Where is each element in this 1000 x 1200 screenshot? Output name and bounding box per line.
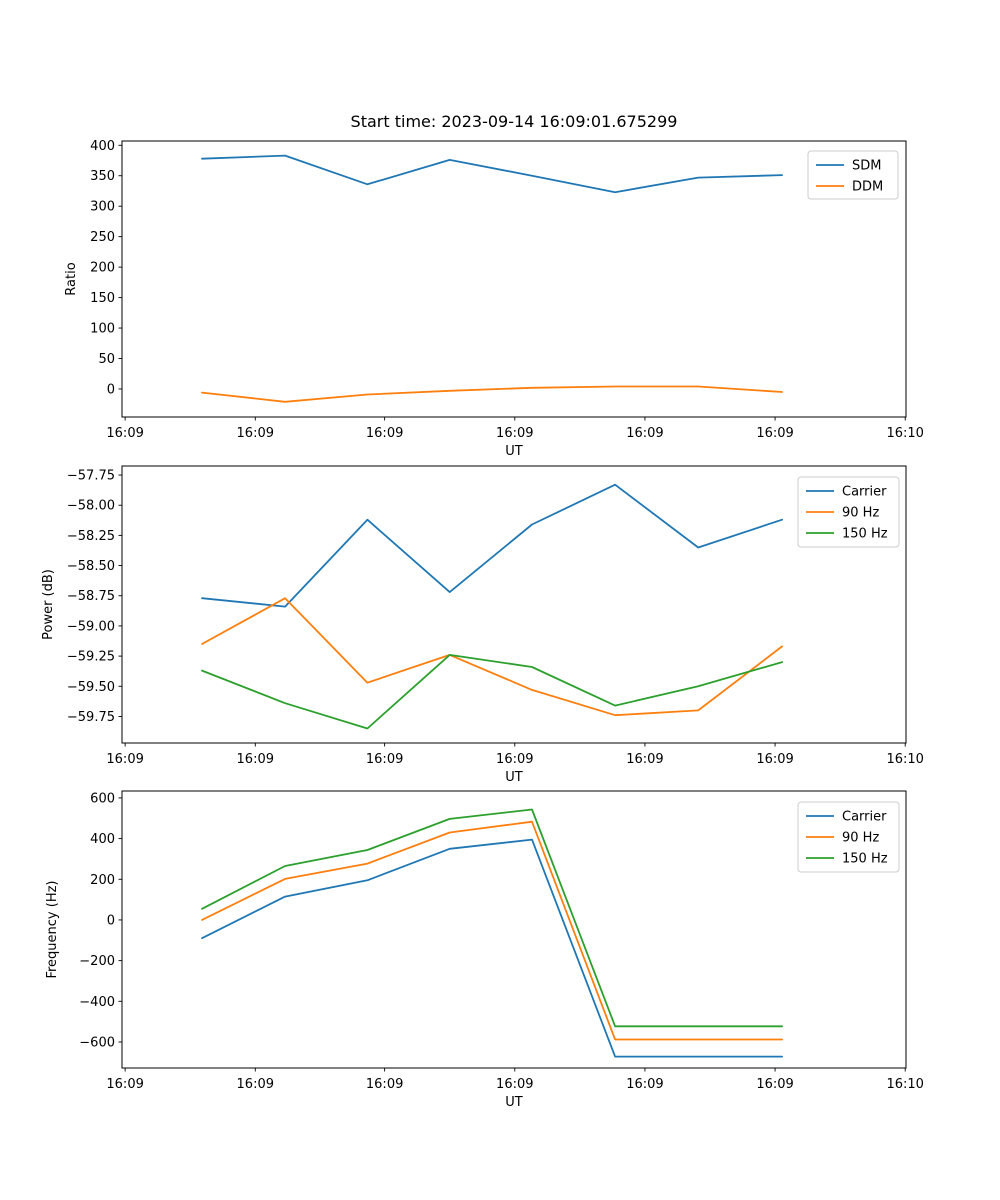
x-tick-label: 16:09	[626, 752, 664, 767]
y-tick-label: 0	[106, 913, 115, 929]
ratio-series-sdm-line	[202, 156, 782, 193]
x-tick-label: 16:09	[496, 426, 534, 441]
x-tick-label: 16:09	[236, 426, 275, 441]
legend-label-carrier: Carrier	[842, 484, 887, 500]
frequency-series-150-hz-line	[202, 810, 782, 1027]
power-legend	[798, 477, 899, 547]
y-tick-label: −400	[79, 994, 115, 1010]
x-tick-label: 16:09	[496, 752, 534, 767]
frequency-ylabel: Frequency (Hz)	[45, 880, 60, 979]
frequency-chart	[45, 791, 924, 1110]
figure-title: Start time: 2023-09-14 16:09:01.675299	[350, 112, 678, 131]
legend-label-90-hz: 90 Hz	[842, 505, 880, 521]
y-tick-label: 100	[90, 321, 115, 337]
frequency-legend	[798, 802, 899, 872]
y-tick-label: 0	[106, 382, 115, 398]
power-x-axis	[106, 743, 924, 767]
y-tick-label: −59.75	[66, 709, 115, 725]
ratio-x-axis	[106, 417, 924, 441]
legend-label-carrier: Carrier	[842, 809, 887, 825]
ratio-xlabel: UT	[505, 444, 523, 459]
legend-label-sdm: SDM	[852, 158, 882, 174]
x-tick-label: 16:09	[106, 426, 144, 441]
x-tick-label: 16:09	[106, 1077, 144, 1092]
power-series-150-hz-line	[202, 655, 782, 729]
x-tick-label: 16:09	[365, 1077, 404, 1092]
y-tick-label: −58.75	[66, 589, 115, 605]
y-tick-label: 250	[90, 230, 115, 246]
power-ylabel: Power (dB)	[41, 569, 56, 640]
y-tick-label: 600	[90, 791, 115, 807]
x-tick-label: 16:09	[756, 1077, 794, 1092]
frequency-series-carrier-line	[202, 840, 782, 1057]
y-tick-label: 200	[90, 260, 115, 276]
power-y-axis	[67, 469, 122, 725]
ratio-series-ddm-line	[202, 387, 782, 402]
x-tick-label: 16:09	[106, 752, 144, 767]
legend-label-ddm: DDM	[852, 179, 884, 195]
y-tick-label: 400	[90, 138, 115, 154]
power-series-carrier-line	[202, 485, 782, 607]
frequency-xlabel: UT	[505, 1095, 523, 1110]
frequency-y-axis	[79, 791, 122, 1050]
x-tick-label: 16:09	[626, 426, 664, 441]
power-chart	[41, 466, 924, 785]
frequency-series-90-hz-line	[202, 822, 782, 1040]
y-tick-label: 400	[90, 832, 115, 848]
x-tick-label: 16:10	[886, 752, 924, 767]
x-tick-label: 16:09	[756, 426, 794, 441]
x-tick-label: 16:09	[236, 1077, 275, 1092]
y-tick-label: −600	[79, 1035, 115, 1051]
y-tick-label: −58.25	[66, 528, 115, 544]
ratio-legend	[808, 151, 898, 199]
ratio-ylabel: Ratio	[64, 262, 79, 296]
x-tick-label: 16:09	[626, 1077, 664, 1092]
y-tick-label: −58.00	[66, 498, 115, 514]
y-tick-label: −57.75	[66, 468, 115, 484]
y-tick-label: 150	[90, 291, 115, 307]
y-tick-label: −59.50	[66, 679, 115, 695]
x-tick-label: 16:09	[756, 752, 794, 767]
power-plot-frame	[122, 466, 906, 743]
frequency-x-axis	[106, 1068, 924, 1092]
ratio-plot-frame	[122, 141, 906, 417]
y-tick-label: −58.50	[66, 559, 115, 575]
legend-label-150-hz: 150 Hz	[842, 526, 888, 542]
x-tick-label: 16:10	[886, 426, 924, 441]
x-tick-label: 16:10	[886, 1077, 924, 1092]
y-tick-label: −59.25	[66, 649, 115, 665]
x-tick-label: 16:09	[496, 1077, 534, 1092]
power-xlabel: UT	[505, 770, 523, 785]
y-tick-label: −59.00	[66, 619, 115, 635]
y-tick-label: 350	[90, 169, 115, 185]
x-tick-label: 16:09	[365, 752, 404, 767]
ratio-chart	[64, 139, 924, 459]
x-tick-label: 16:09	[236, 752, 275, 767]
legend-label-150-hz: 150 Hz	[842, 851, 888, 867]
power-series-90-hz-line	[202, 598, 782, 715]
y-tick-label: 300	[90, 199, 115, 215]
frequency-plot-frame	[122, 791, 906, 1068]
y-tick-label: −200	[79, 954, 115, 970]
legend-label-90-hz: 90 Hz	[842, 830, 880, 846]
ratio-y-axis	[90, 139, 122, 398]
y-tick-label: 50	[98, 352, 115, 368]
y-tick-label: 200	[90, 872, 115, 888]
x-tick-label: 16:09	[365, 426, 404, 441]
